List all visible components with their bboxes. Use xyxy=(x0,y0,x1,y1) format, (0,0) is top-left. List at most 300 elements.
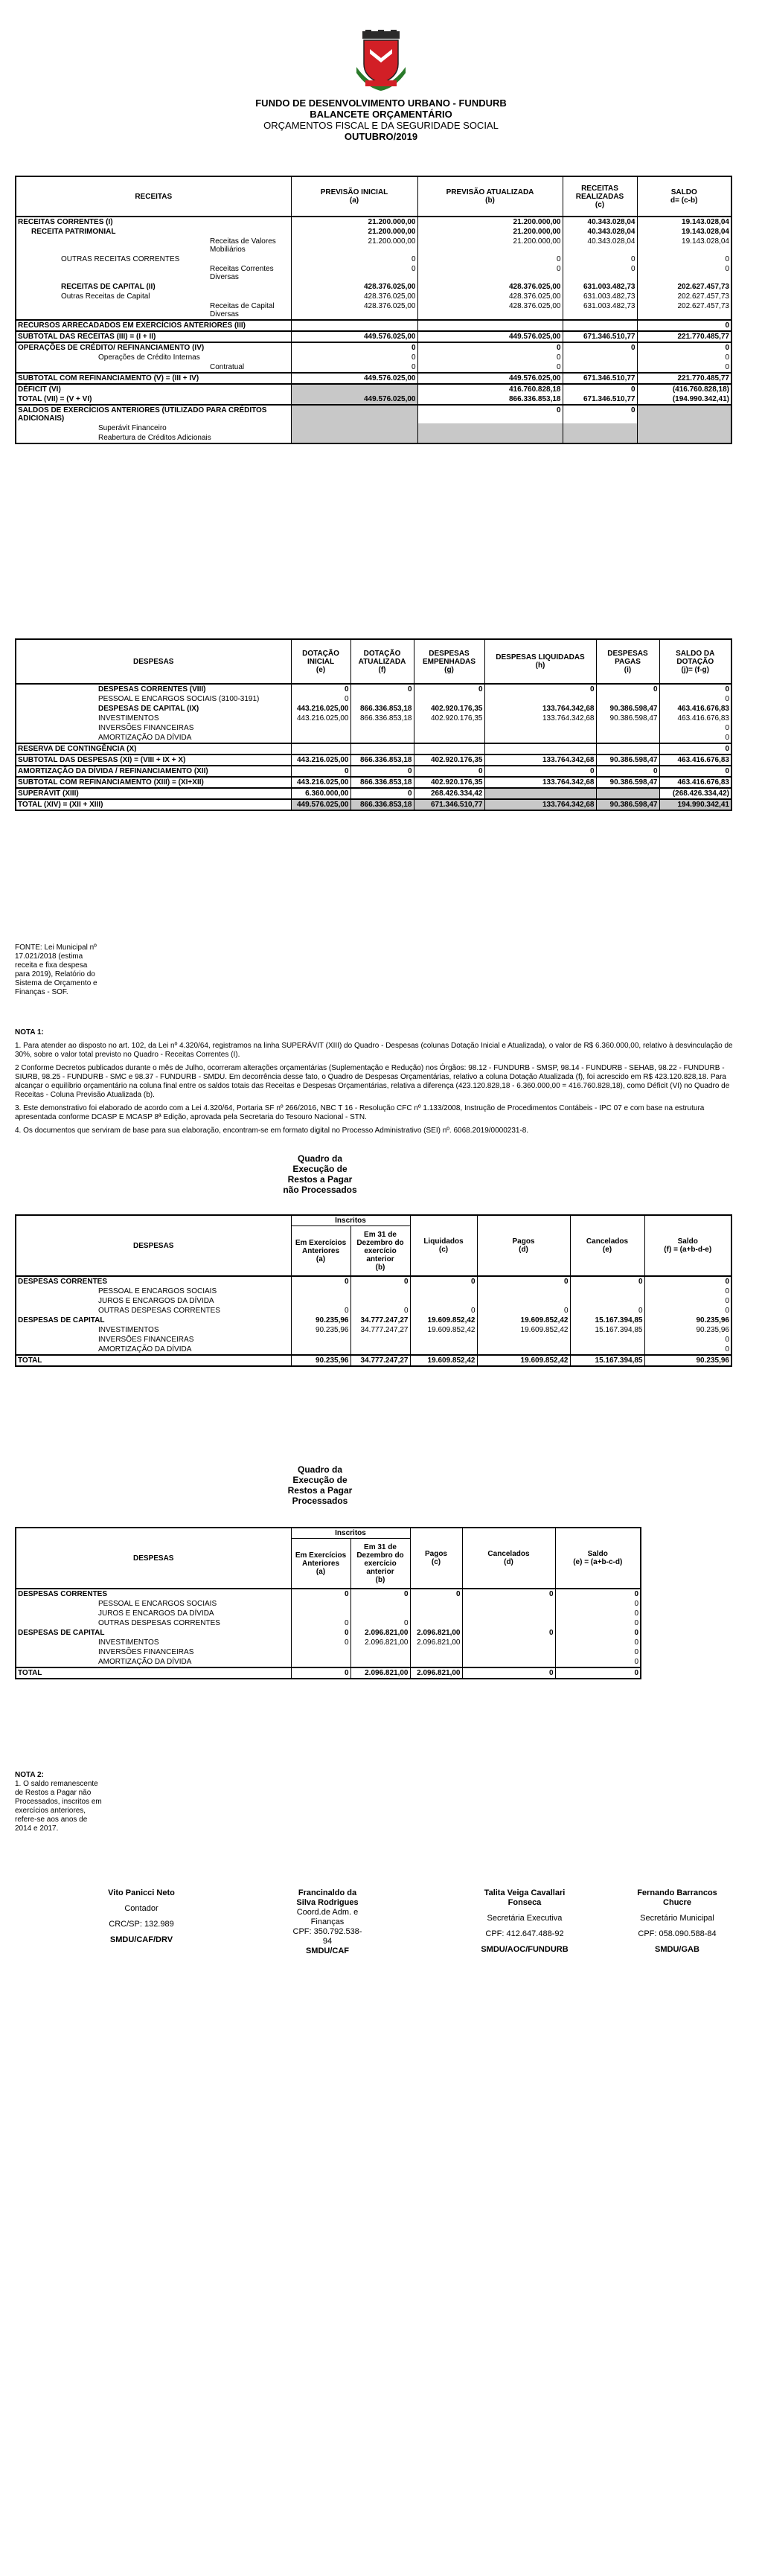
rpn-31-dezembro-header: Em 31 de Dezembro do exercício anterior (b) xyxy=(350,1539,410,1589)
despesas-cell-g: 0 xyxy=(414,766,484,777)
rp-cell xyxy=(410,1296,477,1306)
despesas-row xyxy=(16,754,731,766)
despesas-cell-i xyxy=(596,743,659,754)
rp-cell: 0 xyxy=(291,1628,350,1638)
receitas-cell-a xyxy=(291,405,417,423)
signature-2: Francinaldo da Silva Rodrigues Coord.de Adm. e Finanças CPF: 350.792.538-94 SMDU/CAF xyxy=(292,1888,362,1955)
header-title-fund: FUNDO DE DESENVOLVIMENTO URBANO - FUNDURB xyxy=(255,97,507,109)
rp-cell: 19.609.852,42 xyxy=(410,1355,477,1366)
receitas-cell-c: 40.343.028,04 xyxy=(563,227,637,237)
receitas-row-label: OPERAÇÕES DE CRÉDITO/ REFINANCIAMENTO (IV) xyxy=(16,342,291,353)
rp-cell: 0 xyxy=(644,1335,731,1345)
rp-cell: 19.609.852,42 xyxy=(410,1325,477,1335)
despesas-cell-e: 0 xyxy=(291,694,350,704)
rp-cell: 0 xyxy=(291,1276,350,1287)
receitas-cell-d: 19.143.028,04 xyxy=(637,217,731,227)
despesas-table xyxy=(15,638,732,811)
rp-pagos-header: Pagos (d) xyxy=(477,1215,570,1276)
receitas-cell-c xyxy=(563,320,637,331)
rp-cell: 0 xyxy=(291,1306,350,1316)
rp-cell: 0 xyxy=(410,1306,477,1316)
receitas-row-label: SUBTOTAL DAS RECEITAS (III) = (I + II) xyxy=(16,331,291,342)
rp-cell: 34.777.247,27 xyxy=(350,1355,410,1366)
despesas-cell-f: 866.336.853,18 xyxy=(350,777,414,788)
rp-cell: 0 xyxy=(644,1296,731,1306)
receitas-cell-d: 0 xyxy=(637,353,731,362)
header-title-orcamentos: ORÇAMENTOS FISCAL E DA SEGURIDADE SOCIAL xyxy=(263,120,499,131)
receitas-header: RECEITAS xyxy=(16,176,291,217)
rp-cell xyxy=(462,1638,555,1647)
rp-cell xyxy=(291,1296,350,1306)
rp-cell: 0 xyxy=(555,1628,641,1638)
receitas-cell-a: 449.576.025,00 xyxy=(291,373,417,384)
receitas-cell-d: 19.143.028,04 xyxy=(637,227,731,237)
rpn-exercicios-anteriores-header: Em Exercícios Anteriores (a) xyxy=(291,1539,350,1589)
despesas-cell-g xyxy=(414,733,484,743)
rp-cell xyxy=(462,1599,555,1609)
receitas-cell-b xyxy=(417,433,563,443)
despesas-cell-i: 90.386.598,47 xyxy=(596,799,659,810)
receitas-cell-a: 0 xyxy=(291,342,417,353)
rp-cell: 0 xyxy=(350,1618,410,1628)
rp-cell: 0 xyxy=(477,1306,570,1316)
receitas-cell-c: 0 xyxy=(563,384,637,394)
receitas-row xyxy=(16,227,731,237)
receitas-row-label: SALDOS DE EXERCÍCIOS ANTERIORES (UTILIZADO PARA CRÉDITOS ADICIONAIS) xyxy=(16,405,291,423)
rp-row-label: INVERSÕES FINANCEIRAS xyxy=(98,1336,194,1344)
rp-row-label: PESSOAL E ENCARGOS SOCIAIS xyxy=(98,1287,217,1295)
despesas-cell-g: 402.920.176,35 xyxy=(414,714,484,723)
receitas-cell-c: 0 xyxy=(563,342,637,353)
receitas-row xyxy=(16,394,731,405)
rp-row-label: AMORTIZAÇÃO DA DÍVIDA xyxy=(98,1658,192,1666)
rp-cell: 90.235,96 xyxy=(291,1355,350,1366)
rp-cell xyxy=(291,1599,350,1609)
receitas-row xyxy=(16,353,731,362)
signature-3: Talita Veiga Cavallari Fonseca Secretária Executiva CPF: 412.647.488-92 SMDU/AOC/FUNDURB xyxy=(481,1888,569,1954)
rp-cell: 19.609.852,42 xyxy=(410,1316,477,1325)
despesas-cell-i: 0 xyxy=(596,766,659,777)
receitas-cell-b: 0 xyxy=(417,405,563,423)
despesas-cell-f: 0 xyxy=(350,766,414,777)
receitas-row xyxy=(16,292,731,301)
saldo-header: SALDO d= (c-b) xyxy=(637,176,731,217)
despesas-row-label: DESPESAS DE CAPITAL (IX) xyxy=(98,705,199,713)
rp-row xyxy=(16,1325,731,1335)
receitas-cell-c: 40.343.028,04 xyxy=(563,217,637,227)
rp-cell xyxy=(570,1296,644,1306)
receitas-cell-c xyxy=(563,362,637,373)
despesas-cell-j: 194.990.342,41 xyxy=(659,799,731,810)
rp-cell xyxy=(410,1609,462,1618)
despesas-row-label: DESPESAS CORRENTES (VIII) xyxy=(98,685,206,693)
rp-despesas-header: DESPESAS xyxy=(16,1215,291,1276)
despesas-cell-j: 463.416.676,83 xyxy=(659,754,731,766)
despesas-cell-g xyxy=(414,743,484,754)
receitas-cell-a: 0 xyxy=(291,264,417,282)
header-title-balancete: BALANCETE ORÇAMENTÁRIO xyxy=(310,109,452,120)
rp-cell: 0 xyxy=(291,1638,350,1647)
rp-row xyxy=(16,1589,641,1599)
rp-cell xyxy=(291,1335,350,1345)
despesas-cell-h xyxy=(484,733,596,743)
rpn-saldo-header: Saldo (e) = (a+b-c-d) xyxy=(555,1528,641,1589)
rp-cell: 2.096.821,00 xyxy=(410,1628,462,1638)
receitas-cell-a: 0 xyxy=(291,254,417,264)
rp-cell: 34.777.247,27 xyxy=(350,1325,410,1335)
rp-row xyxy=(16,1609,641,1618)
rp-cell: 15.167.394,85 xyxy=(570,1355,644,1366)
despesas-cell-e: 443.216.025,00 xyxy=(291,754,350,766)
rp-row-label: OUTRAS DESPESAS CORRENTES xyxy=(98,1619,220,1627)
despesas-cell-e xyxy=(291,743,350,754)
despesas-cell-i: 90.386.598,47 xyxy=(596,777,659,788)
receitas-cell-b xyxy=(417,320,563,331)
rp-cell: 0 xyxy=(570,1306,644,1316)
rp-cell xyxy=(291,1345,350,1355)
rp-cell: 15.167.394,85 xyxy=(570,1316,644,1325)
rp-cell xyxy=(350,1657,410,1667)
rp-row xyxy=(16,1296,731,1306)
receitas-cell-b: 866.336.853,18 xyxy=(417,394,563,405)
despesas-cell-f: 0 xyxy=(350,684,414,694)
rp-cell: 0 xyxy=(410,1589,462,1599)
rp-cell xyxy=(291,1287,350,1296)
despesas-cell-j: 463.416.676,83 xyxy=(659,777,731,788)
receitas-cell-d: 202.627.457,73 xyxy=(637,292,731,301)
despesas-cell-h xyxy=(484,723,596,733)
receitas-cell-b xyxy=(417,423,563,433)
rp-row-label: INVERSÕES FINANCEIRAS xyxy=(98,1648,194,1656)
receitas-cell-d: 0 xyxy=(637,362,731,373)
receitas-cell-b: 449.576.025,00 xyxy=(417,373,563,384)
despesas-cell-g: 671.346.510,77 xyxy=(414,799,484,810)
rp-cell xyxy=(462,1609,555,1618)
receitas-cell-c: 0 xyxy=(563,254,637,264)
receitas-cell-c: 671.346.510,77 xyxy=(563,394,637,405)
receitas-row xyxy=(16,423,731,433)
despesas-row-label: RESERVA DE CONTINGÊNCIA (X) xyxy=(16,743,291,754)
despesas-cell-h: 0 xyxy=(484,684,596,694)
rp-cell: 90.235,96 xyxy=(644,1316,731,1325)
receitas-table xyxy=(15,176,732,444)
rp-processados-title: Quadro da Execução de Restos a Pagar não Processados xyxy=(283,1153,357,1195)
despesas-row xyxy=(16,743,731,754)
despesas-row xyxy=(16,704,731,714)
despesas-row-label: SUBTOTAL DAS DESPESAS (XI) = (VIII + IX + X) xyxy=(16,754,291,766)
receitas-cell-b: 21.200.000,00 xyxy=(417,227,563,237)
rp-cell xyxy=(462,1618,555,1628)
receitas-cell-d: 0 xyxy=(637,320,731,331)
despesas-cell-h xyxy=(484,743,596,754)
rp-saldo-header: Saldo (f) = (a+b-d-e) xyxy=(644,1215,731,1276)
receitas-cell-b: 0 xyxy=(417,264,563,282)
rp-row-label: JUROS E ENCARGOS DA DÍVIDA xyxy=(98,1297,214,1305)
despesas-cell-e: 449.576.025,00 xyxy=(291,799,350,810)
rp-row xyxy=(16,1316,731,1325)
rp-cell: 0 xyxy=(644,1306,731,1316)
receitas-cell-b: 449.576.025,00 xyxy=(417,331,563,342)
despesas-row-label: TOTAL (XIV) = (XII + XIII) xyxy=(16,799,291,810)
rp-cell xyxy=(350,1599,410,1609)
rp-cell xyxy=(570,1335,644,1345)
despesas-row-label: AMORTIZAÇÃO DA DÍVIDA / REFINANCIAMENTO (XII) xyxy=(16,766,291,777)
rp-cell xyxy=(462,1657,555,1667)
receitas-row xyxy=(16,301,731,320)
receitas-cell-b: 0 xyxy=(417,342,563,353)
receitas-row xyxy=(16,237,731,254)
despesas-liquidadas-header: DESPESAS LIQUIDADAS (h) xyxy=(484,639,596,684)
despesas-cell-h: 133.764.342,68 xyxy=(484,754,596,766)
notes-block xyxy=(15,1028,744,1140)
despesas-row xyxy=(16,694,731,704)
receitas-cell-d xyxy=(637,433,731,443)
dotacao-atualizada-header: DOTAÇÃO ATUALIZADA (f) xyxy=(350,639,414,684)
rp-cell xyxy=(570,1345,644,1355)
despesas-row xyxy=(16,684,731,694)
receitas-row-label: TOTAL (VII) = (V + VI) xyxy=(18,395,92,403)
rpn-inscritos-header: Inscritos xyxy=(291,1528,410,1539)
receitas-cell-b: 428.376.025,00 xyxy=(417,282,563,292)
receitas-row xyxy=(16,331,731,342)
header-title-period: OUTUBRO/2019 xyxy=(344,131,418,142)
receitas-cell-d xyxy=(637,405,731,423)
rp-cell xyxy=(410,1287,477,1296)
rp-cell: 0 xyxy=(291,1667,350,1679)
receitas-row-label: Reabertura de Créditos Adicionais xyxy=(98,434,211,442)
despesas-cell-e: 0 xyxy=(291,766,350,777)
rp-cell xyxy=(350,1287,410,1296)
rp-cell xyxy=(410,1657,462,1667)
receitas-row xyxy=(16,384,731,394)
receitas-cell-a: 449.576.025,00 xyxy=(291,331,417,342)
receitas-cell-d: 221.770.485,77 xyxy=(637,373,731,384)
rp-cell xyxy=(350,1345,410,1355)
receitas-cell-c: 631.003.482,73 xyxy=(563,301,637,320)
rp-cell: 0 xyxy=(555,1609,641,1618)
despesas-row-label: INVERSÕES FINANCEIRAS xyxy=(98,724,194,732)
rp-cell: 0 xyxy=(477,1276,570,1287)
receitas-cell-a: 21.200.000,00 xyxy=(291,217,417,227)
rp-row-label: TOTAL xyxy=(16,1355,291,1366)
receitas-cell-d: 202.627.457,73 xyxy=(637,282,731,292)
nota2-title: NOTA 2: xyxy=(15,1771,44,1779)
previsao-inicial-header: PREVISÃO INICIAL (a) xyxy=(291,176,417,217)
rp-row xyxy=(16,1345,731,1355)
receitas-cell-c: 631.003.482,73 xyxy=(563,282,637,292)
rp-inscritos-header: Inscritos xyxy=(291,1215,410,1226)
despesas-cell-e xyxy=(291,733,350,743)
rpn-cancelados-header: Cancelados (d) xyxy=(462,1528,555,1589)
receitas-cell-a xyxy=(291,384,417,394)
rp-row xyxy=(16,1628,641,1638)
rp-row xyxy=(16,1657,641,1667)
rp-liquidados-header: Liquidados (c) xyxy=(410,1215,477,1276)
despesas-cell-h xyxy=(484,694,596,704)
despesas-row xyxy=(16,723,731,733)
receitas-cell-a: 0 xyxy=(291,353,417,362)
rp-cell: 0 xyxy=(555,1618,641,1628)
despesas-cell-f xyxy=(350,694,414,704)
despesas-cell-j: 0 xyxy=(659,723,731,733)
receitas-cell-b: 428.376.025,00 xyxy=(417,301,563,320)
receitas-cell-d: 0 xyxy=(637,254,731,264)
rp-cell xyxy=(477,1335,570,1345)
nota1-item1: 1. Para atender ao disposto no art. 102, da Lei nº 4.320/64, registramos na linha SUPERÁVIT (XIII) do Quadro - Despesas (colunas Dotação Inicial e Atualizada), o valor de R$ 6.360.000,00, relativo à desvinculação de 30%, sobre o valor total previsto no Quadro - Receitas Correntes (I). xyxy=(15,1042,733,1059)
despesas-pagas-header: DESPESAS PAGAS (i) xyxy=(596,639,659,684)
rp-cell: 0 xyxy=(555,1657,641,1667)
rp-row-label: AMORTIZAÇÃO DA DÍVIDA xyxy=(98,1345,192,1353)
receitas-cell-a xyxy=(291,433,417,443)
receitas-cell-a: 428.376.025,00 xyxy=(291,292,417,301)
despesas-cell-j: 0 xyxy=(659,766,731,777)
receitas-row xyxy=(16,362,731,373)
receitas-row-label: Receitas de Valores Mobiliários xyxy=(210,237,276,254)
receitas-cell-c: 0 xyxy=(563,264,637,282)
receitas-cell-d: 202.627.457,73 xyxy=(637,301,731,320)
despesas-cell-g xyxy=(414,723,484,733)
rp-cell xyxy=(462,1647,555,1657)
receitas-cell-d: 221.770.485,77 xyxy=(637,331,731,342)
rp-cell: 2.096.821,00 xyxy=(350,1628,410,1638)
despesas-cell-e: 443.216.025,00 xyxy=(291,704,350,714)
rp-cell xyxy=(570,1287,644,1296)
rp-row xyxy=(16,1276,731,1287)
rp-row-label: INVESTIMENTOS xyxy=(98,1638,159,1647)
rp-row xyxy=(16,1618,641,1628)
despesas-cell-j: 0 xyxy=(659,694,731,704)
receitas-row-label: SUBTOTAL COM REFINANCIAMENTO (V) = (III + IV) xyxy=(16,373,291,384)
receitas-cell-b: 428.376.025,00 xyxy=(417,292,563,301)
previsao-atualizada-header: PREVISÃO ATUALIZADA (b) xyxy=(417,176,563,217)
despesas-cell-e: 443.216.025,00 xyxy=(291,777,350,788)
rp-cell xyxy=(350,1296,410,1306)
rp-cell: 0 xyxy=(555,1638,641,1647)
receitas-cell-b: 416.760.828,18 xyxy=(417,384,563,394)
rp-cell: 90.235,96 xyxy=(644,1325,731,1335)
despesas-cell-j: 0 xyxy=(659,684,731,694)
rp-row-label: DESPESAS DE CAPITAL xyxy=(18,1316,105,1324)
despesas-cell-h xyxy=(484,788,596,799)
rp-cell: 19.609.852,42 xyxy=(477,1316,570,1325)
receitas-row xyxy=(16,373,731,384)
despesas-row xyxy=(16,733,731,743)
receitas-cell-d: 0 xyxy=(637,264,731,282)
nota1-item4: 4. Os documentos que serviram de base para sua elaboração, encontram-se em formato digital no Processo Administrativo (SEI) nº. 6068.2019/0000231-8. xyxy=(15,1127,529,1135)
rp-nao-title: Quadro da Execução de Restos a Pagar Processados xyxy=(287,1464,353,1506)
rp-cell: 0 xyxy=(555,1589,641,1599)
rp-cell xyxy=(350,1647,410,1657)
receitas-cell-a: 0 xyxy=(291,362,417,373)
receitas-cell-d: (416.760.828,18) xyxy=(637,384,731,394)
rp-cell: 0 xyxy=(350,1276,410,1287)
document-header xyxy=(0,30,762,142)
receitas-cell-c: 40.343.028,04 xyxy=(563,237,637,254)
signature-1: Vito Panicci Neto Contador CRC/SP: 132.989 SMDU/CAF/DRV xyxy=(108,1888,175,1944)
receitas-cell-b: 21.200.000,00 xyxy=(417,217,563,227)
rp-cell xyxy=(477,1287,570,1296)
despesas-cell-i: 90.386.598,47 xyxy=(596,704,659,714)
receitas-cell-d: 0 xyxy=(637,342,731,353)
rp-cell xyxy=(410,1618,462,1628)
rp-row-label: DESPESAS CORRENTES xyxy=(18,1278,108,1286)
rp-cell: 2.096.821,00 xyxy=(350,1638,410,1647)
receitas-cell-c: 671.346.510,77 xyxy=(563,331,637,342)
despesas-row-label: PESSOAL E ENCARGOS SOCIAIS (3100-3191) xyxy=(98,695,260,703)
rp-cell: 0 xyxy=(644,1345,731,1355)
despesas-cell-g: 402.920.176,35 xyxy=(414,777,484,788)
rp-cell xyxy=(410,1345,477,1355)
receitas-row-label: DÉFICIT (VI) xyxy=(16,384,291,394)
rp-cell: 0 xyxy=(291,1618,350,1628)
rp-row xyxy=(16,1638,641,1647)
receitas-row-label: Contratual xyxy=(210,363,245,371)
receitas-cell-a: 449.576.025,00 xyxy=(291,394,417,405)
despesas-row xyxy=(16,788,731,799)
despesas-cell-g xyxy=(414,694,484,704)
receitas-cell-c xyxy=(563,423,637,433)
receitas-row xyxy=(16,405,731,423)
rp-nao-table xyxy=(15,1527,641,1679)
receitas-cell-b: 21.200.000,00 xyxy=(417,237,563,254)
rp-cell: 19.609.852,42 xyxy=(477,1355,570,1366)
rp-cell: 0 xyxy=(350,1589,410,1599)
receitas-cell-b: 0 xyxy=(417,353,563,362)
rp-cell: 90.235,96 xyxy=(291,1325,350,1335)
rp-cell xyxy=(350,1335,410,1345)
rp-cell xyxy=(291,1657,350,1667)
rp-cell: 0 xyxy=(462,1589,555,1599)
despesas-row xyxy=(16,766,731,777)
despesas-cell-i: 90.386.598,47 xyxy=(596,714,659,723)
signature-4: Fernando Barrancos Chucre Secretário Municipal CPF: 058.090.588-84 SMDU/GAB xyxy=(637,1888,717,1954)
rp-cell: 0 xyxy=(410,1276,477,1287)
despesas-cell-f xyxy=(350,723,414,733)
receitas-row xyxy=(16,433,731,443)
rpn-pagos-header: Pagos (c) xyxy=(410,1528,462,1589)
nota1-title: NOTA 1: xyxy=(15,1028,44,1037)
receitas-row-label: Receitas Correntes Diversas xyxy=(210,265,274,281)
rp-cell: 0 xyxy=(555,1599,641,1609)
receitas-row-label: Superávit Financeiro xyxy=(98,424,167,432)
despesas-cell-j: 0 xyxy=(659,743,731,754)
despesas-cell-f: 866.336.853,18 xyxy=(350,714,414,723)
rp-row xyxy=(16,1355,731,1366)
rp-row-label: OUTRAS DESPESAS CORRENTES xyxy=(98,1307,220,1315)
despesas-cell-f: 0 xyxy=(350,788,414,799)
receitas-row-label: Operações de Crédito Internas xyxy=(98,353,200,362)
receitas-row xyxy=(16,254,731,264)
receitas-row-label: RECEITA PATRIMONIAL xyxy=(31,228,116,236)
receitas-row-label: Receitas de Capital Diversas xyxy=(210,302,275,318)
despesas-header: DESPESAS xyxy=(16,639,291,684)
receitas-cell-c: 0 xyxy=(563,405,637,423)
rp-cell: 0 xyxy=(555,1647,641,1657)
despesas-row-label: INVESTIMENTOS xyxy=(98,714,159,723)
despesas-cell-f: 866.336.853,18 xyxy=(350,799,414,810)
despesas-cell-g: 402.920.176,35 xyxy=(414,704,484,714)
receitas-cell-d xyxy=(637,423,731,433)
despesas-cell-j: 463.416.676,83 xyxy=(659,714,731,723)
rp-cell: 0 xyxy=(462,1628,555,1638)
rp-31-dezembro-header: Em 31 de Dezembro do exercício anterior (b) xyxy=(350,1226,410,1277)
despesas-cell-h: 0 xyxy=(484,766,596,777)
rp-cell xyxy=(410,1335,477,1345)
despesas-cell-e: 443.216.025,00 xyxy=(291,714,350,723)
rp-row-label: DESPESAS CORRENTES xyxy=(18,1590,108,1598)
rp-cell: 0 xyxy=(462,1667,555,1679)
receitas-cell-a: 21.200.000,00 xyxy=(291,237,417,254)
